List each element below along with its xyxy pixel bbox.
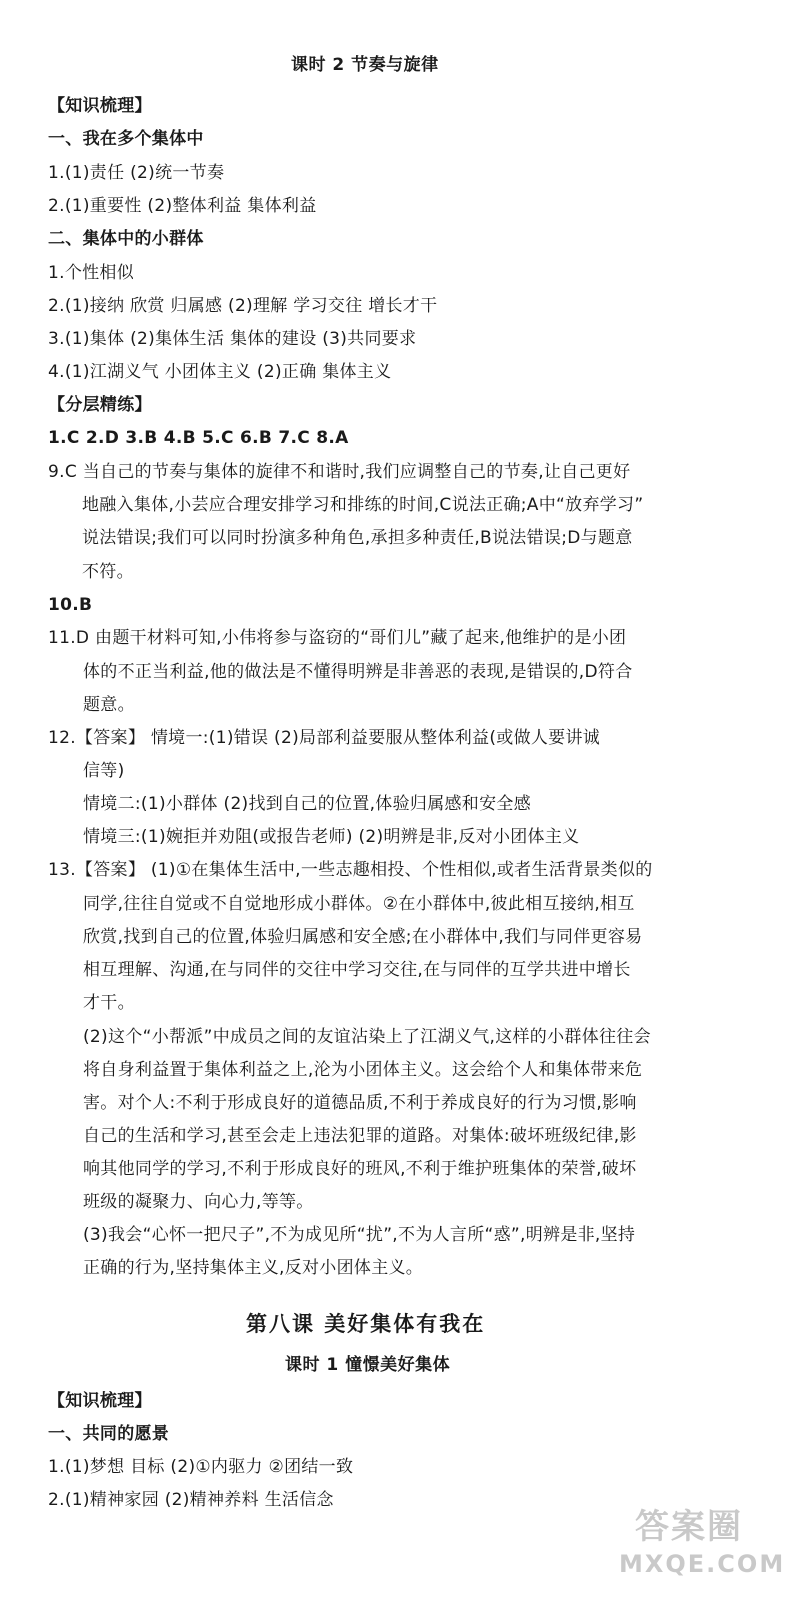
q9-line: 9.C 当自己的节奏与集体的旋律不和谐时,我们应调整自己的节奏,让自己更好 bbox=[48, 462, 631, 482]
q13-line: 班级的凝聚力、向心力,等等。 bbox=[83, 1192, 314, 1212]
q13-line: 正确的行为,坚持集体主义,反对小团体主义。 bbox=[83, 1258, 424, 1278]
q13-line: 将自身利益置于集体利益之上,沦为小团体主义。这会给个人和集体带来危 bbox=[83, 1060, 643, 1080]
q13-line: (2)这个“小帮派”中成员之间的友谊沾染上了江湖义气,这样的小群体往往会 bbox=[83, 1027, 651, 1047]
q12-line: 情境二:(1)小群体 (2)找到自己的位置,体验归属感和安全感 bbox=[83, 794, 531, 814]
watermark-logo bbox=[619, 1505, 786, 1585]
q12-line: 信等) bbox=[83, 761, 125, 781]
q13-line: 害。对个人:不利于形成良好的道德品质,不利于养成良好的行为习惯,影响 bbox=[83, 1093, 637, 1113]
q13-line: 13.【答案】 (1)①在集体生活中,一些志趣相投、个性相似,或者生活背景类似的 bbox=[48, 860, 653, 880]
q11-line: 11.D 由题干材料可知,小伟将参与盗窃的“哥们儿”藏了起来,他维护的是小团 bbox=[48, 628, 627, 648]
q13-line: 同学,往往自觉或不自觉地形成小群体。②在小群体中,彼此相互接纳,相互 bbox=[83, 894, 635, 914]
q13-line: 相互理解、沟通,在与同伴的交往中学习交往,在与同伴的互学共进中增长 bbox=[83, 960, 631, 980]
answers-1-8: 1.C 2.D 3.B 4.B 5.C 6.B 7.C 8.A bbox=[48, 428, 349, 448]
answer-line: 1.(1)梦想 目标 (2)①内驱力 ②团结一致 bbox=[48, 1457, 354, 1477]
subsection-title: 二、集体中的小群体 bbox=[48, 229, 204, 249]
q9-line: 地融入集体,小芸应合理安排学习和排练的时间,C说法正确;A中“放弃学习” bbox=[82, 495, 644, 515]
answer-line: 1.个性相似 bbox=[48, 263, 135, 283]
answer-line: 2.(1)接纳 欣赏 归属感 (2)理解 学习交往 增长才干 bbox=[48, 296, 438, 316]
section-head-practice: 【分层精练】 bbox=[48, 395, 152, 415]
lesson-title-2: 课时 1 憧憬美好集体 bbox=[285, 1355, 451, 1375]
lesson-title: 课时 2 节奏与旋律 bbox=[291, 55, 439, 75]
answer-line: 3.(1)集体 (2)集体生活 集体的建设 (3)共同要求 bbox=[48, 329, 417, 349]
chapter-title: 第八课 美好集体有我在 bbox=[246, 1311, 486, 1336]
watermark-bottom-text: MXQE.COM bbox=[619, 1550, 786, 1578]
q13-line: 响其他同学的学习,不利于形成良好的班风,不利于维护班集体的荣誉,破坏 bbox=[83, 1159, 637, 1179]
q13-line: 欣赏,找到自己的位置,体验归属感和安全感;在小群体中,我们与同伴更容易 bbox=[83, 927, 643, 947]
section-head-knowledge-2: 【知识梳理】 bbox=[48, 1391, 152, 1411]
q9-line: 说法错误;我们可以同时扮演多种角色,承担多种责任,B说法错误;D与题意 bbox=[82, 528, 633, 548]
q12-line: 情境三:(1)婉拒并劝阻(或报告老师) (2)明辨是非,反对小团体主义 bbox=[83, 827, 580, 847]
q13-line: 自己的生活和学习,甚至会走上违法犯罪的道路。对集体:破坏班级纪律,影 bbox=[83, 1126, 637, 1146]
answer-line: 4.(1)江湖义气 小团体主义 (2)正确 集体主义 bbox=[48, 362, 392, 382]
q9-line: 不符。 bbox=[82, 562, 134, 582]
subsection-title: 一、我在多个集体中 bbox=[48, 129, 204, 149]
q12-line: 12.【答案】 情境一:(1)错误 (2)局部利益要服从整体利益(或做人要讲诚 bbox=[48, 728, 601, 748]
q10-answer: 10.B bbox=[48, 595, 93, 615]
watermark-top-text: 答案圈 bbox=[635, 1507, 743, 1547]
answer-line: 1.(1)责任 (2)统一节奏 bbox=[48, 163, 225, 183]
section-head-knowledge: 【知识梳理】 bbox=[48, 96, 152, 116]
q11-line: 体的不正当利益,他的做法是不懂得明辨是非善恶的表现,是错误的,D符合 bbox=[83, 662, 633, 682]
subsection-title: 一、共同的愿景 bbox=[48, 1424, 170, 1444]
answer-line: 2.(1)精神家园 (2)精神养料 生活信念 bbox=[48, 1490, 334, 1510]
q13-line: (3)我会“心怀一把尺子”,不为成见所“扰”,不为人言所“惑”,明辨是非,坚持 bbox=[83, 1225, 636, 1245]
answer-line: 2.(1)重要性 (2)整体利益 集体利益 bbox=[48, 196, 317, 216]
q11-line: 题意。 bbox=[83, 695, 135, 715]
q13-line: 才干。 bbox=[83, 993, 135, 1013]
